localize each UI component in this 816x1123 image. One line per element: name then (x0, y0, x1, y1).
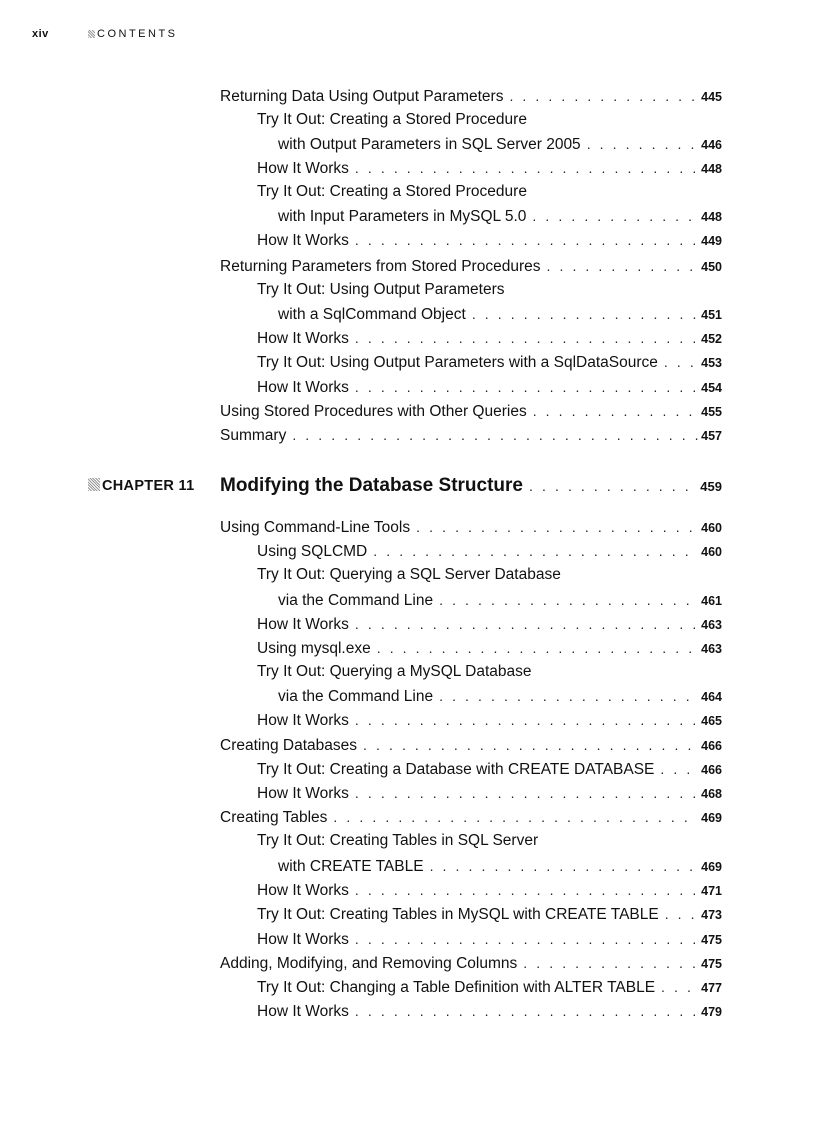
toc-entry-line[interactable]: Try It Out: Creating a Stored Procedure (257, 111, 527, 128)
leader-dots (661, 977, 698, 997)
toc-entry[interactable]: Returning Data Using Output Parameters . . . 445 (220, 86, 722, 107)
chapter-label: CHAPTER 11 (88, 478, 194, 494)
chapter-title-entry[interactable] (220, 476, 722, 497)
toc-entry[interactable]: with Input Parameters in MySQL 5.0 . . . 448 (278, 206, 722, 227)
toc-entry[interactable]: with Output Parameters in SQL Server 2005 . . . 446 (278, 134, 722, 155)
toc-entry[interactable]: with CREATE TABLE . . . 469 (278, 856, 722, 877)
leader-dots (355, 880, 698, 900)
toc-entry[interactable]: Using Stored Procedures with Other Queries . . . 455 (220, 401, 722, 422)
leader-dots (664, 352, 698, 372)
leader-dots (532, 206, 698, 226)
toc-entry-line[interactable]: Try It Out: Creating Tables in SQL Server (257, 832, 539, 849)
leader-dots (355, 710, 698, 730)
leader-dots (355, 158, 698, 178)
toc-entry[interactable]: How It Works . . . 468 (257, 783, 722, 804)
leader-dots (292, 425, 698, 445)
toc-entry-line[interactable]: Try It Out: Creating a Stored Procedure (257, 183, 527, 200)
chapter-page: 459 (700, 479, 722, 494)
leader-dots (529, 476, 697, 496)
toc-entry[interactable]: How It Works . . . 471 (257, 880, 722, 901)
toc-entry[interactable]: Adding, Modifying, and Removing Columns . . . 475 (220, 953, 722, 974)
texture-bullet-icon (88, 30, 95, 38)
page-number: xiv (32, 28, 49, 40)
toc-entry[interactable]: Try It Out: Creating Tables in MySQL with CREATE TABLE . . . 473 (257, 904, 722, 925)
leader-dots (355, 614, 698, 634)
toc-entry-line[interactable]: Try It Out: Using Output Parameters (257, 281, 505, 298)
leader-dots (523, 953, 698, 973)
toc-entry[interactable]: Using Command-Line Tools . . . 460 (220, 517, 722, 538)
toc-entry[interactable]: Creating Tables . . . 469 (220, 807, 722, 828)
leader-dots (333, 807, 698, 827)
chapter-title: Modifying the Database Structure (220, 475, 523, 496)
toc-entry[interactable]: How It Works . . . 463 (257, 614, 722, 635)
toc-entry[interactable]: How It Works . . . 448 (257, 158, 722, 179)
toc-entry[interactable]: via the Command Line . . . 461 (278, 590, 722, 611)
running-head (32, 28, 178, 40)
toc-entry[interactable]: Using SQLCMD . . . 460 (257, 541, 722, 562)
leader-dots (439, 590, 698, 610)
toc-entry[interactable]: Summary . . . 457 (220, 425, 722, 446)
leader-dots (533, 401, 698, 421)
leader-dots (355, 1001, 698, 1021)
running-head-label: CONTENTS (97, 28, 178, 40)
toc-entry[interactable]: How It Works . . . 449 (257, 230, 722, 251)
toc-entry[interactable]: Using mysql.exe . . . 463 (257, 638, 722, 659)
texture-bullet-icon (88, 478, 100, 491)
toc-entry[interactable]: Try It Out: Changing a Table Definition with ALTER TABLE . . . 477 (257, 977, 722, 998)
leader-dots (665, 904, 698, 924)
leader-dots (587, 134, 698, 154)
toc-entry[interactable]: via the Command Line . . . 464 (278, 686, 722, 707)
leader-dots (472, 304, 698, 324)
toc-entry[interactable]: Returning Parameters from Stored Procedures . . . 450 (220, 256, 722, 277)
leader-dots (355, 929, 698, 949)
toc-entry[interactable]: How It Works . . . 452 (257, 328, 722, 349)
leader-dots (373, 541, 698, 561)
toc-entry[interactable]: Try It Out: Creating a Database with CREATE DATABASE . . . 466 (257, 759, 722, 780)
toc-entry[interactable]: How It Works . . . 454 (257, 377, 722, 398)
leader-dots (660, 759, 698, 779)
toc-entry-line[interactable]: Try It Out: Querying a SQL Server Database (257, 566, 561, 583)
leader-dots (355, 230, 698, 250)
toc-entry[interactable]: How It Works . . . 475 (257, 929, 722, 950)
leader-dots (416, 517, 698, 537)
toc-entry[interactable]: Try It Out: Using Output Parameters with a SqlDataSource . . . 453 (257, 352, 722, 373)
toc-entry[interactable]: How It Works . . . 465 (257, 710, 722, 731)
toc-entry[interactable]: How It Works . . . 479 (257, 1001, 722, 1022)
leader-dots (439, 686, 698, 706)
toc-entry-line[interactable]: Try It Out: Querying a MySQL Database (257, 663, 532, 680)
leader-dots (355, 783, 698, 803)
leader-dots (355, 377, 698, 397)
leader-dots (355, 328, 698, 348)
leader-dots (363, 735, 698, 755)
leader-dots (546, 256, 698, 276)
toc-entry[interactable]: with a SqlCommand Object . . . 451 (278, 304, 722, 325)
leader-dots (430, 856, 699, 876)
leader-dots (509, 86, 698, 106)
toc-entry[interactable]: Creating Databases . . . 466 (220, 735, 722, 756)
leader-dots (377, 638, 698, 658)
